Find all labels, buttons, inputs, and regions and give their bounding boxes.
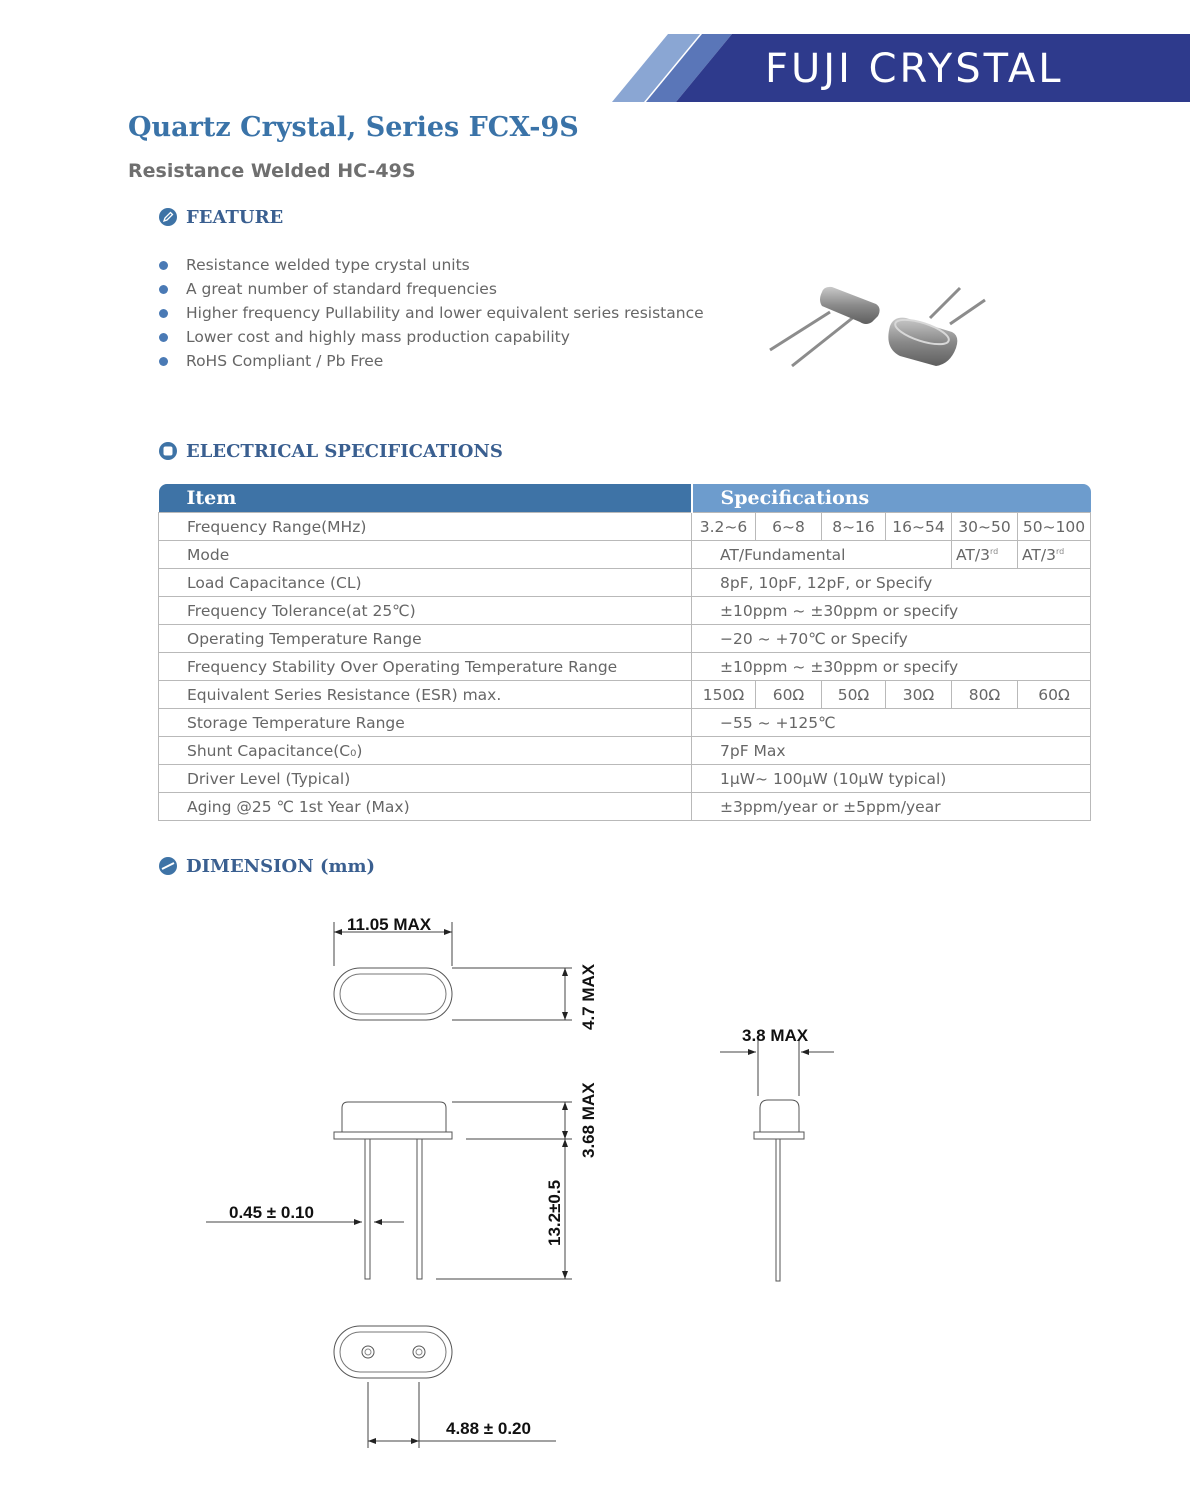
table-row: Aging @25 ℃ 1st Year (Max) ±3ppm/year or ±5ppm/year: [159, 793, 1091, 821]
column-header-item: Item: [159, 484, 692, 513]
dim-lead-length-label: 13.2±0.5: [545, 1179, 564, 1246]
column-header-spec: Specifications: [692, 484, 1091, 513]
table-row: Frequency Range(MHz) 3.2~6 6~8 8~16 16~54 30~50 50~100: [159, 513, 1091, 541]
table-row: Driver Level (Typical) 1μW~ 100μW (10μW typical): [159, 765, 1091, 793]
page-subtitle: Resistance Welded HC-49S: [128, 160, 416, 182]
bullet-icon: [159, 261, 168, 270]
spec-table: [158, 484, 1091, 821]
brand-logo-text: FUJI CRYSTAL: [765, 46, 1064, 92]
table-row: Shunt Capacitance(C₀) 7pF Max: [159, 737, 1091, 765]
bullet-icon: [159, 333, 168, 342]
list-item: Higher frequency Pullability and lower equivalent series resistance: [159, 301, 759, 325]
list-item: A great number of standard frequencies: [159, 277, 759, 301]
page-title: Quartz Crystal, Series FCX-9S: [128, 112, 579, 143]
table-row: Mode AT/Fundamental AT/3rd AT/3rd: [159, 541, 1091, 569]
table-row: Frequency Stability Over Operating Temperature Range ±10ppm ~ ±30ppm or specify: [159, 653, 1091, 681]
table-row: Storage Temperature Range −55 ~ +125℃: [159, 709, 1091, 737]
feature-heading: FEATURE: [186, 207, 284, 228]
bullet-icon: [159, 309, 168, 318]
list-item: Lower cost and highly mass production capability: [159, 325, 759, 349]
table-row: Frequency Tolerance(at 25℃) ±10ppm ~ ±30ppm or specify: [159, 597, 1091, 625]
pencil-icon: [159, 208, 177, 226]
product-image: [760, 270, 1000, 380]
table-header-row: [159, 484, 1091, 513]
dimension-heading: DIMENSION (mm): [186, 856, 376, 877]
bullet-icon: [159, 357, 168, 366]
dim-body-height-label: 3.68 MAX: [579, 1082, 598, 1158]
list-item: RoHS Compliant / Pb Free: [159, 349, 759, 373]
dim-lead-dia-label: 0.45 ± 0.10: [229, 1203, 314, 1222]
list-item: Resistance welded type crystal units: [159, 253, 759, 277]
half-circle-icon: [159, 857, 177, 875]
dim-pitch-label: 4.88 ± 0.20: [446, 1419, 531, 1438]
electrical-heading: ELECTRICAL SPECIFICATIONS: [186, 441, 503, 462]
dimension-drawing: [0, 890, 1190, 1490]
feature-list: [159, 253, 759, 373]
table-row: Equivalent Series Resistance (ESR) max. 150Ω 60Ω 50Ω 30Ω 80Ω 60Ω: [159, 681, 1091, 709]
table-row: Load Capacitance (CL) 8pF, 10pF, 12pF, or Specify: [159, 569, 1091, 597]
dim-thickness-label: 3.8 MAX: [742, 1026, 809, 1045]
square-icon: [159, 442, 177, 460]
table-row: Operating Temperature Range −20 ~ +70℃ or Specify: [159, 625, 1091, 653]
dim-height-top-label: 4.7 MAX: [579, 963, 598, 1030]
bullet-icon: [159, 285, 168, 294]
dim-width-label: 11.05 MAX: [347, 915, 432, 934]
